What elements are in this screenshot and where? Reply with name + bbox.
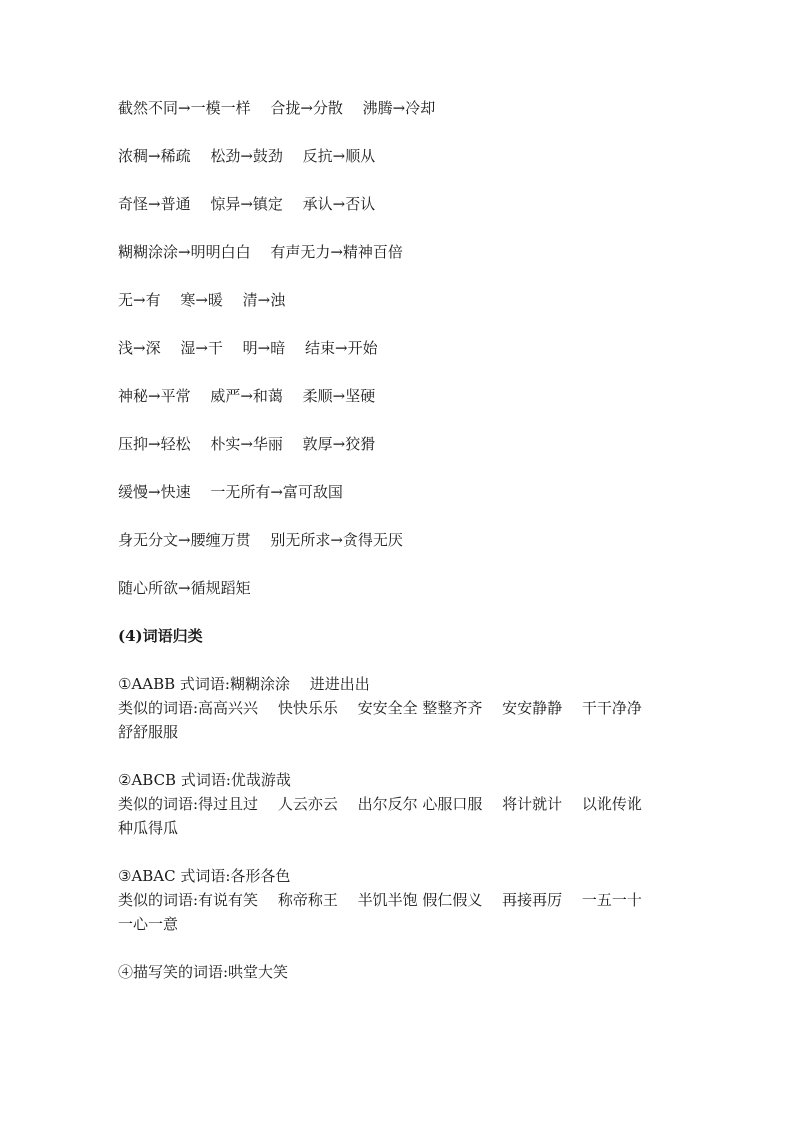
section-heading: (4)词语归类 — [118, 627, 203, 645]
group-title: ②ABCB 式词语:优哉游哉 — [118, 771, 291, 789]
group-similar-line: 舒舒服服 — [118, 723, 179, 741]
word-group-abcb — [118, 768, 683, 840]
word-group-aabb — [118, 672, 683, 744]
group-similar-line: 类似的词语:高高兴兴 快快乐乐 安安全全 整整齐齐 安安静静 干干净净 — [118, 699, 642, 717]
document-content — [118, 96, 683, 1008]
group-similar-line: 类似的词语:有说有笑 称帝称王 半饥半饱 假仁假义 再接再厉 一五一十 — [118, 891, 642, 909]
antonym-line: 浅→深 湿→干 明→暗 结束→开始 — [118, 339, 378, 357]
antonym-line: 压抑→轻松 朴实→华丽 敦厚→狡猾 — [118, 435, 376, 453]
group-title: ①AABB 式词语:糊糊涂涂 进进出出 — [118, 675, 370, 693]
group-title: ③ABAC 式词语:各形各色 — [118, 867, 291, 885]
antonym-line: 随心所欲→循规蹈矩 — [118, 579, 251, 597]
antonym-line: 奇怪→普通 惊异→镇定 承认→否认 — [118, 195, 376, 213]
antonym-line: 无→有 寒→暖 清→浊 — [118, 291, 286, 309]
group-title: ④描写笑的词语:哄堂大笑 — [118, 963, 289, 981]
antonym-line: 糊糊涂涂→明明白白 有声无力→精神百倍 — [118, 243, 403, 261]
group-similar-line: 一心一意 — [118, 915, 179, 933]
word-group-abac — [118, 864, 683, 936]
group-similar-line: 类似的词语:得过且过 人云亦云 出尔反尔 心服口服 将计就计 以讹传讹 — [118, 795, 642, 813]
antonym-line: 截然不同→一模一样 合拢→分散 沸腾→冷却 — [118, 99, 436, 117]
word-group-laugh — [118, 960, 683, 984]
group-similar-line: 种瓜得瓜 — [118, 819, 179, 837]
antonym-line: 缓慢→快速 一无所有→富可敌国 — [118, 483, 343, 501]
antonym-line: 身无分文→腰缠万贯 别无所求→贪得无厌 — [118, 531, 403, 549]
antonym-line: 神秘→平常 威严→和蔼 柔顺→坚硬 — [118, 387, 376, 405]
antonym-line: 浓稠→稀疏 松劲→鼓劲 反抗→顺从 — [118, 147, 376, 165]
